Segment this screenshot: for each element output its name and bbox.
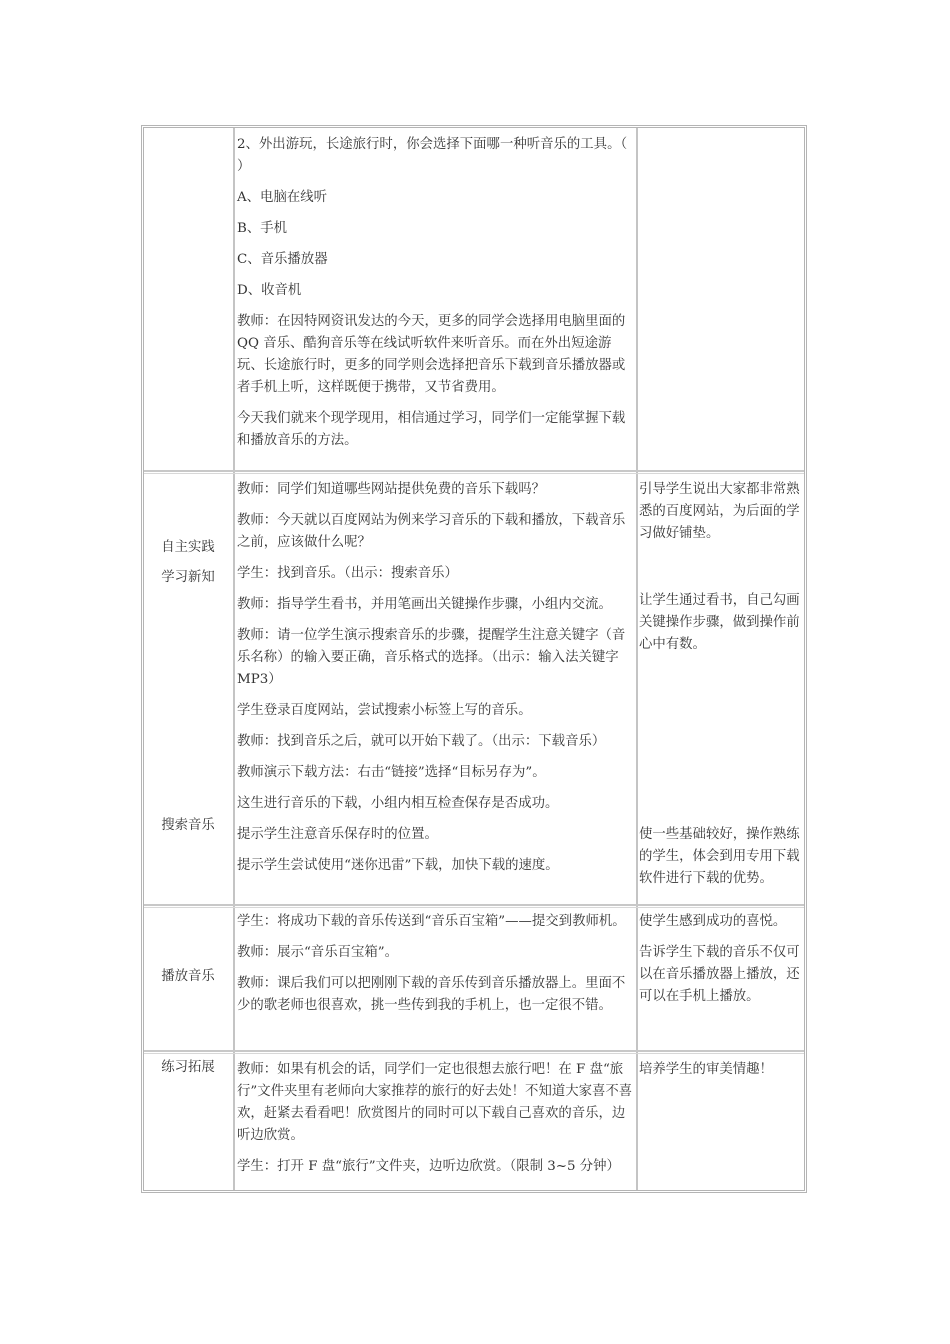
paragraph: 教师：找到音乐之后，就可以开始下载了。（出示：下载音乐） [237, 734, 606, 749]
option-c: C、音乐播放器 [237, 252, 328, 267]
row3-notes [639, 911, 807, 1017]
stage-label [144, 533, 232, 593]
stage-label [144, 811, 232, 841]
paragraph: 教师：请一位学生演示搜索音乐的步骤，提醒学生注意关键字（音乐名称）的输入要正确，音乐格式的选择。（出示：输入法关键字MP3） [237, 628, 626, 687]
stage-label-line: 搜索音乐 [161, 818, 215, 833]
paragraph: 学生：找到音乐。（出示：搜索音乐） [237, 566, 458, 581]
option-b: B、手机 [237, 221, 288, 236]
column-divider [233, 128, 235, 1190]
note-cell: 引导学生说出大家都非常熟悉的百度网站，为后面的学习做好铺垫。 [639, 482, 800, 541]
paragraph: 教师：今天就以百度网站为例来学习音乐的下载和播放，下载音乐之前，应该做什么呢？ [237, 513, 626, 550]
option-d: D、收音机 [237, 283, 302, 298]
paragraph: 提示学生尝试使用“迷你迅雷”下载，加快下载的速度。 [237, 858, 559, 873]
lesson-plan-table [141, 125, 807, 1193]
paragraph: 学生：将成功下载的音乐传送到“音乐百宝箱”——提交到教师机。 [237, 914, 626, 929]
note-cell: 让学生通过看书，自己勾画关键操作步骤，做到操作前心中有数。 [639, 593, 800, 652]
stage-label-line: 播放音乐 [161, 969, 215, 984]
paragraph: 提示学生注意音乐保存时的位置。 [237, 827, 438, 842]
row-divider [144, 1050, 804, 1054]
paragraph: 教师：课后我们可以把刚刚下载的音乐传到音乐播放器上。里面不少的歌老师也很喜欢，挑一些传到我的手机上，也一定很不错。 [237, 976, 626, 1013]
row1-content [237, 134, 637, 461]
teacher-text: 教师：在因特网资讯发达的今天，更多的同学会选择用电脑里面的 QQ 音乐、酷狗音乐等在线试听软件来听音乐。而在外出短途游玩、长途旅行时，更多的同学则会选择把音乐下载到音乐播放器或者手机上听，这样既便于携带，又节省费用。 [237, 314, 626, 395]
row4-content [237, 1059, 637, 1187]
stage-label-line: 练习拓展 [161, 1060, 215, 1075]
question-text: 2、外出游玩，长途旅行时，你会选择下面哪一种听音乐的工具。（ ） [237, 137, 628, 174]
paragraph: 学生登录百度网站，尝试搜索小标签上写的音乐。 [237, 703, 532, 718]
stage-label [144, 962, 232, 992]
stage-label-line: 学习新知 [161, 570, 215, 585]
stage-label [144, 1053, 232, 1083]
note-cell: 使一些基础较好，操作熟练的学生，体会到用专用下载软件进行下载的优势。 [639, 827, 800, 886]
row2-content [237, 479, 637, 886]
paragraph: 教师：展示“音乐百宝箱”。 [237, 945, 398, 960]
paragraph: 教师演示下载方法：右击“链接”选择“目标另存为”。 [237, 765, 546, 780]
paragraph: 教师：指导学生看书，并用笔画出关键操作步骤，小组内交流。 [237, 597, 612, 612]
note-cell: 培养学生的审美情趣！ [639, 1062, 773, 1077]
paragraph: 教师：如果有机会的话，同学们一定也很想去旅行吧！在 F 盘“旅行”文件夹里有老师向大家推荐的旅行的好去处！不知道大家喜不喜欢，赶紧去看看吧！欣赏图片的同时可以下载自己喜欢的音乐，边听边欣赏。 [237, 1062, 633, 1143]
stage-label-line: 自主实践 [161, 540, 215, 555]
note: 使学生感到成功的喜悦。 [639, 914, 787, 929]
teacher-text: 今天我们就来个现学现用，相信通过学习，同学们一定能掌握下载和播放音乐的方法。 [237, 411, 626, 448]
paragraph: 学生：打开 F 盘“旅行”文件夹，边听边欣赏。（限制 3~5 分钟） [237, 1159, 620, 1174]
row-divider [144, 470, 804, 474]
note: 告诉学生下载的音乐不仅可以在音乐播放器上播放，还可以在手机上播放。 [639, 945, 800, 1004]
paragraph: 教师：同学们知道哪些网站提供免费的音乐下载吗？ [237, 482, 545, 497]
row3-content [237, 911, 637, 1026]
option-a: A、电脑在线听 [237, 190, 328, 205]
paragraph: 这生进行音乐的下载，小组内相互检查保存是否成功。 [237, 796, 559, 811]
row-divider [144, 904, 804, 908]
